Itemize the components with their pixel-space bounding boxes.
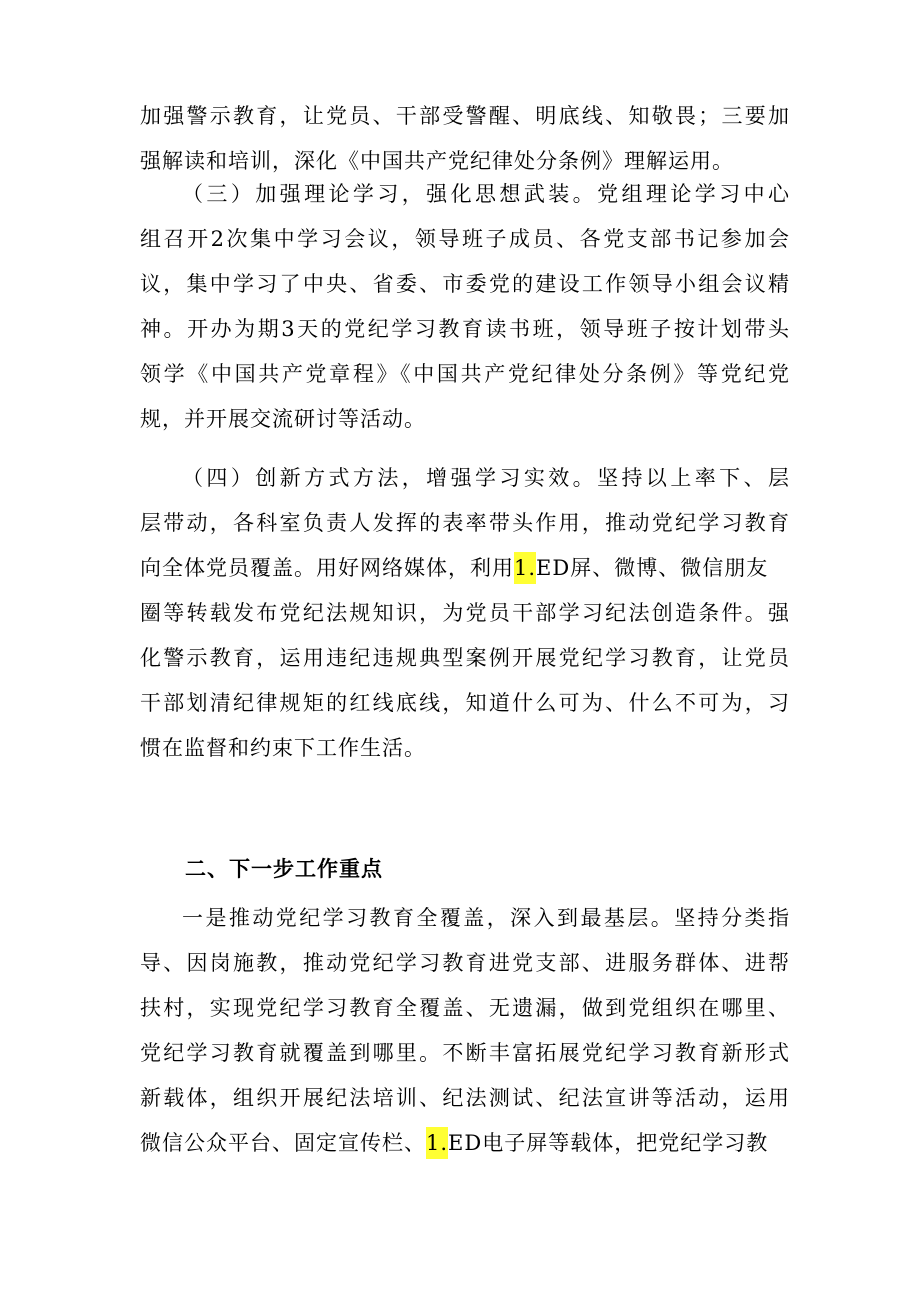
text-line: 层带动，各科室负责人发挥的表率带头作用，推动党纪学习教育 xyxy=(140,511,790,535)
text-segment: 向全体党员覆盖。用好网络媒体，利用 xyxy=(140,556,514,580)
text-line: 干部划清纪律规矩的红线底线，知道什么可为、什么不可为，习 xyxy=(140,691,790,715)
text-line: 惯在监督和约束下工作生活。 xyxy=(140,736,426,760)
text-line: （四）创新方式方法，增强学习实效。坚持以上率下、层 xyxy=(182,466,790,490)
paragraph-3 xyxy=(140,456,790,771)
text-line: 扶村，实现党纪学习教育全覆盖、无遗漏，做到党组织在哪里、 xyxy=(140,996,790,1020)
text-line: 一是推动党纪学习教育全覆盖，深入到最基层。坚持分类指 xyxy=(182,906,790,930)
paragraph-4 xyxy=(140,896,790,1166)
highlighted-text: 1. xyxy=(514,552,536,584)
section-heading: 二、下一步工作重点 xyxy=(185,857,383,881)
text-line: 神。开办为期3天的党纪学习教育读书班，领导班子按计划带头 xyxy=(140,317,790,341)
text-segment: 微信公众平台、固定宣传栏、 xyxy=(140,1131,426,1155)
text-line: 化警示教育，运用违纪违规典型案例开展党纪学习教育，让党员 xyxy=(140,646,790,670)
text-line: 领学《中国共产党章程》《中国共产党纪律处分条例》等党纪党 xyxy=(140,362,790,386)
text-line: 新载体，组织开展纪法培训、纪法测试、纪法宣讲等活动，运用 xyxy=(140,1086,790,1110)
text-line: 议，集中学习了中央、省委、市委党的建设工作领导小组会议精 xyxy=(140,272,790,296)
text-line: 规，并开展交流研讨等活动。 xyxy=(140,407,426,431)
text-line: （三）加强理论学习，强化思想武装。党组理论学习中心 xyxy=(182,182,790,206)
text-line: 加强警示教育，让党员、干部受警醒、明底线、知敬畏；三要加 xyxy=(140,104,790,128)
text-segment: ED屏、微博、微信朋友 xyxy=(536,556,769,580)
text-line-with-highlight xyxy=(140,546,790,591)
text-line: 导、因岗施教，推动党纪学习教育进党支部、进服务群体、进帮 xyxy=(140,951,790,975)
highlighted-text: 1. xyxy=(426,1127,448,1159)
text-line-with-highlight xyxy=(140,1121,790,1166)
text-line: 党纪学习教育就覆盖到哪里。不断丰富拓展党纪学习教育新形式 xyxy=(140,1041,790,1065)
paragraph-1 xyxy=(140,94,790,184)
paragraph-2 xyxy=(140,172,790,442)
text-segment: ED电子屏等载体，把党纪学习教 xyxy=(448,1131,769,1155)
text-line: 强解读和培训，深化《中国共产党纪律处分条例》理解运用。 xyxy=(140,149,734,173)
text-line: 组召开2次集中学习会议，领导班子成员、各党支部书记参加会 xyxy=(140,227,790,251)
text-line: 圈等转载发布党纪法规知识，为党员干部学习纪法创造条件。强 xyxy=(140,601,790,625)
